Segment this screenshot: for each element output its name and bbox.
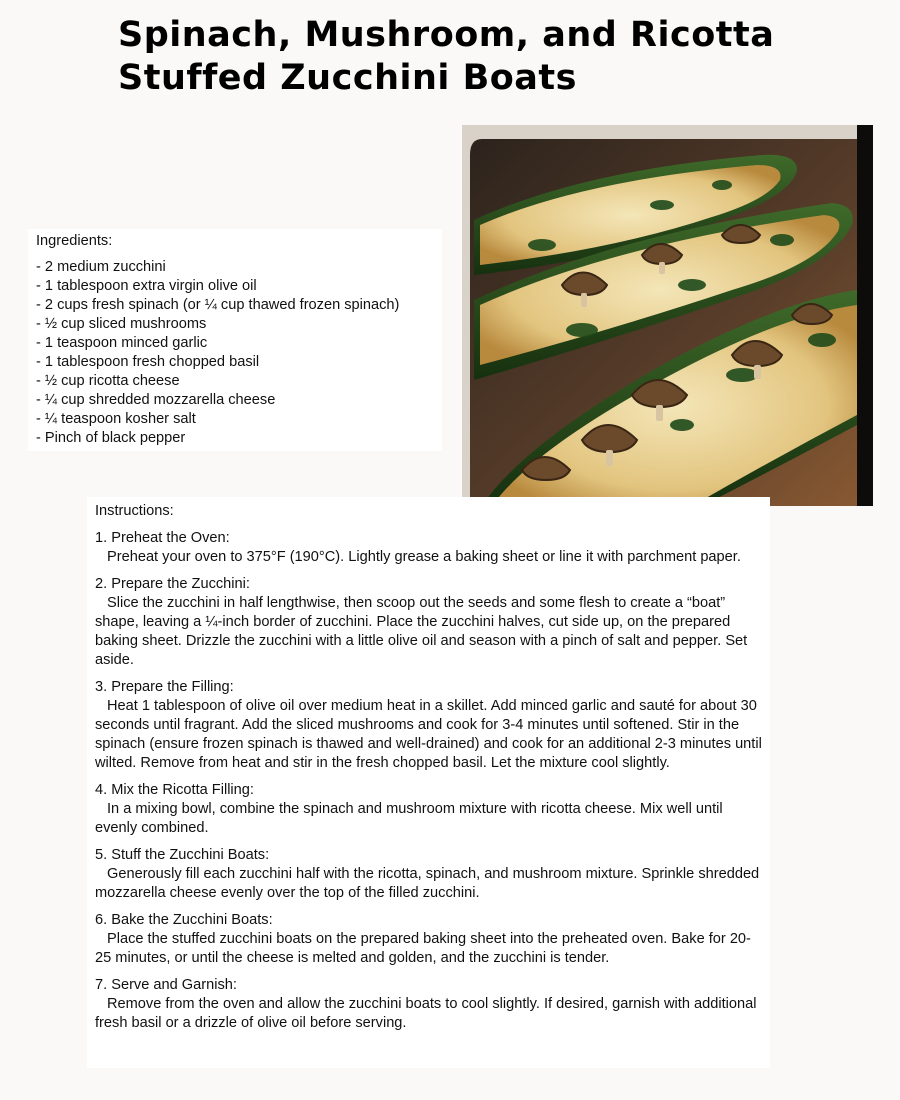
ingredient-item: - 2 medium zucchini [36,259,166,275]
stuffed-zucchini-photo [462,125,873,506]
step-body: Place the stuffed zucchini boats on the prepared baking sheet into the preheated oven. Bake for 20-25 minutes, or until the cheese is melted and golden, and the zucchini is tender. [95,931,751,966]
step-body: Preheat your oven to 375°F (190°C). Lightly grease a baking sheet or line it with parchment paper. [107,549,741,565]
ingredient-item: - ¼ cup shredded mozzarella cheese [36,392,276,408]
ingredients-panel [28,229,442,451]
step-body: In a mixing bowl, combine the spinach and mushroom mixture with ricotta cheese. Mix well until evenly combined. [95,801,723,836]
step-title: 2. Prepare the Zucchini: [95,576,250,592]
ingredients-list [36,258,442,448]
ingredient-item: - ¼ teaspoon kosher salt [36,411,196,427]
step-title: 6. Bake the Zucchini Boats: [95,912,273,928]
step-body: Heat 1 tablespoon of olive oil over medium heat in a skillet. Add minced garlic and sauté for about 30 seconds until fragrant. Add the sliced mushrooms and cook for 3-4 minutes until softened. Stir in the spinach (ensure frozen spinach is thawed and well-drained) and cook for an additional 2-3 minutes until wilted. Remove from heat and stir in the fresh chopped basil. Let the mixture cool slightly. [95,698,762,771]
step-title: 3. Prepare the Filling: [95,679,234,695]
ingredient-item: - 2 cups fresh spinach (or ¼ cup thawed frozen spinach) [36,297,400,313]
step-title: 7. Serve and Garnish: [95,977,237,993]
ingredient-item: - 1 teaspoon minced garlic [36,335,208,351]
ingredient-item: - 1 tablespoon extra virgin olive oil [36,278,257,294]
step-body: Slice the zucchini in half lengthwise, then scoop out the seeds and some flesh to create a “boat” shape, leaving a ¼-inch border of zucchini. Place the zucchini halves, cut side up, on the prepared baking sheet. Drizzle the zucchini with a little olive oil and season with a pinch of salt and pepper. Set aside. [95,595,748,668]
instruction-step [95,529,762,567]
instruction-step [95,575,762,670]
ingredient-item: - ½ cup ricotta cheese [36,373,180,389]
step-title: 1. Preheat the Oven: [95,530,230,546]
ingredient-item: - 1 tablespoon fresh chopped basil [36,354,260,370]
ingredient-item: - Pinch of black pepper [36,430,186,446]
instruction-step [95,678,762,773]
step-body: Generously fill each zucchini half with the ricotta, spinach, and mushroom mixture. Sprinkle shredded mozzarella cheese evenly over the top of the filled zucchini. [95,866,760,901]
ingredients-heading: Ingredients: [36,233,113,249]
instruction-step [95,781,762,838]
step-body: Remove from the oven and allow the zucchini boats to cool slightly. If desired, garnish with additional fresh basil or a drizzle of olive oil before serving. [95,996,757,1031]
instructions-panel [87,497,770,1068]
ingredient-item: - ½ cup sliced mushrooms [36,316,207,332]
instruction-step [95,846,762,903]
instruction-step [95,976,762,1033]
step-title: 4. Mix the Ricotta Filling: [95,782,254,798]
step-title: 5. Stuff the Zucchini Boats: [95,847,270,863]
recipe-title: Spinach, Mushroom, and Ricotta Stuffed Zucchini Boats [118,15,775,98]
instruction-step [95,911,762,968]
instructions-heading: Instructions: [95,503,174,519]
